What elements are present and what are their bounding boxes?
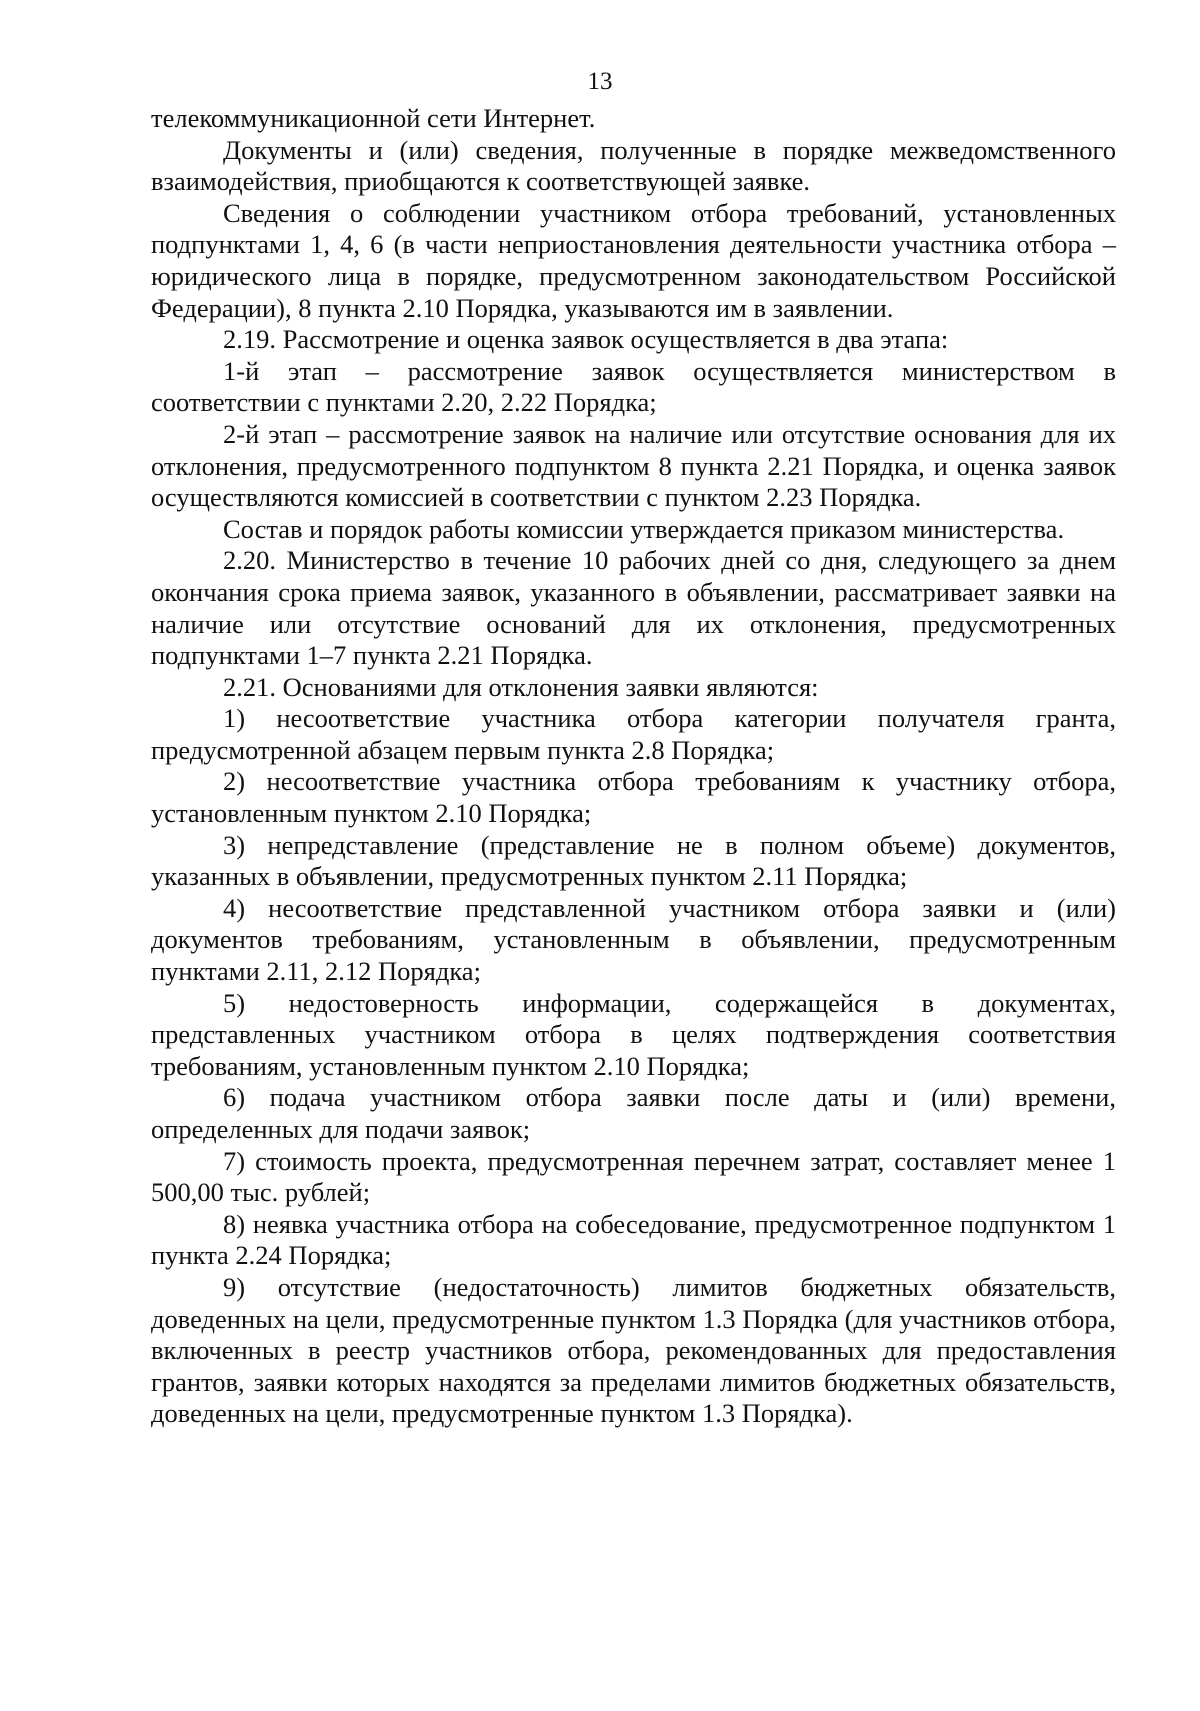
ground-6: 6) подача участником отбора заявки после даты и (или) времени, определенных для подачи заявок;: [151, 1082, 1116, 1144]
ground-1: 1) несоответствие участника отбора категории получателя гранта, предусмотренной абзацем первым пункта 2.8 Порядка;: [151, 703, 1116, 765]
stage-1: 1-й этап – рассмотрение заявок осуществляется министерством в соответствии с пунктами 2.20, 2.22 Порядка;: [151, 355, 1116, 418]
ground-4: 4) несоответствие представленной участником отбора заявки и (или) документов требованиям, установленным в объявлении, предусмотренным пунктами 2.11, 2.12 Порядка;: [151, 892, 1116, 987]
ground-9: 9) отсутствие (недостаточность) лимитов бюджетных обязательств, доведенных на цели, предусмотренные пунктом 1.3 Порядка (для участников отбора, включенных в реестр участников отбора, рекомендованных для предоставления грантов, заявки которых находятся за пределами лимитов бюджетных обязательств, доведенных на цели, предусмотренные пунктом 1.3 Порядка).: [151, 1271, 1116, 1429]
document-body: [151, 103, 1116, 1430]
clause-2-21: 2.21. Основаниями для отклонения заявки являются:: [223, 671, 819, 702]
paragraph-documents-attached: Документы и (или) сведения, полученные в порядке межведомственного взаимодействия, приобщаются к соответствующей заявке.: [151, 134, 1116, 197]
clause-2-19: 2.19. Рассмотрение и оценка заявок осуществляется в два этапа:: [223, 324, 949, 355]
ground-7: 7) стоимость проекта, предусмотренная перечнем затрат, составляет менее 1 500,00 тыс. рублей;: [151, 1145, 1116, 1208]
ground-3: 3) непредставление (представление не в полном объеме) документов, указанных в объявлении, предусмотренных пунктом 2.11 Порядка;: [151, 829, 1116, 892]
ground-2: 2) несоответствие участника отбора требованиям к участнику отбора, установленным пунктом 2.10 Порядка;: [151, 766, 1116, 829]
paragraph-compliance-info: Сведения о соблюдении участником отбора требований, установленных подпунктами 1, 4, 6 (в части неприостановления деятельности участника отбора – юридического лица в порядке, предусмотренном законодательством Российской Федерации), 8 пункта 2.10 Порядка, указываются им в заявлении.: [151, 197, 1116, 323]
stage-2: 2-й этап – рассмотрение заявок на наличие или отсутствие основания для их отклонения, предусмотренного подпунктом 8 пункта 2.21 Порядка, и оценка заявок осуществляются комиссией в соответствии с пунктом 2.23 Порядка.: [151, 418, 1116, 513]
ground-8: 8) неявка участника отбора на собеседование, предусмотренное подпунктом 1 пункта 2.24 Порядка;: [151, 1208, 1116, 1271]
ground-5: 5) недостоверность информации, содержащейся в документах, представленных участником отбора в целях подтверждения соответствия требованиям, установленным пунктом 2.10 Порядка;: [151, 987, 1116, 1081]
clause-2-20: 2.20. Министерство в течение 10 рабочих дней со дня, следующего за днем окончания срока приема заявок, указанного в объявлении, рассматривает заявки на наличие или отсутствие оснований для их отклонения, предусмотренных подпунктами 1–7 пункта 2.21 Порядка.: [151, 545, 1116, 671]
page-number: 13: [587, 68, 613, 95]
paragraph-commission: Состав и порядок работы комиссии утверждается приказом министерства.: [223, 513, 1065, 544]
paragraph-continuation: телекоммуникационной сети Интернет.: [151, 103, 596, 133]
